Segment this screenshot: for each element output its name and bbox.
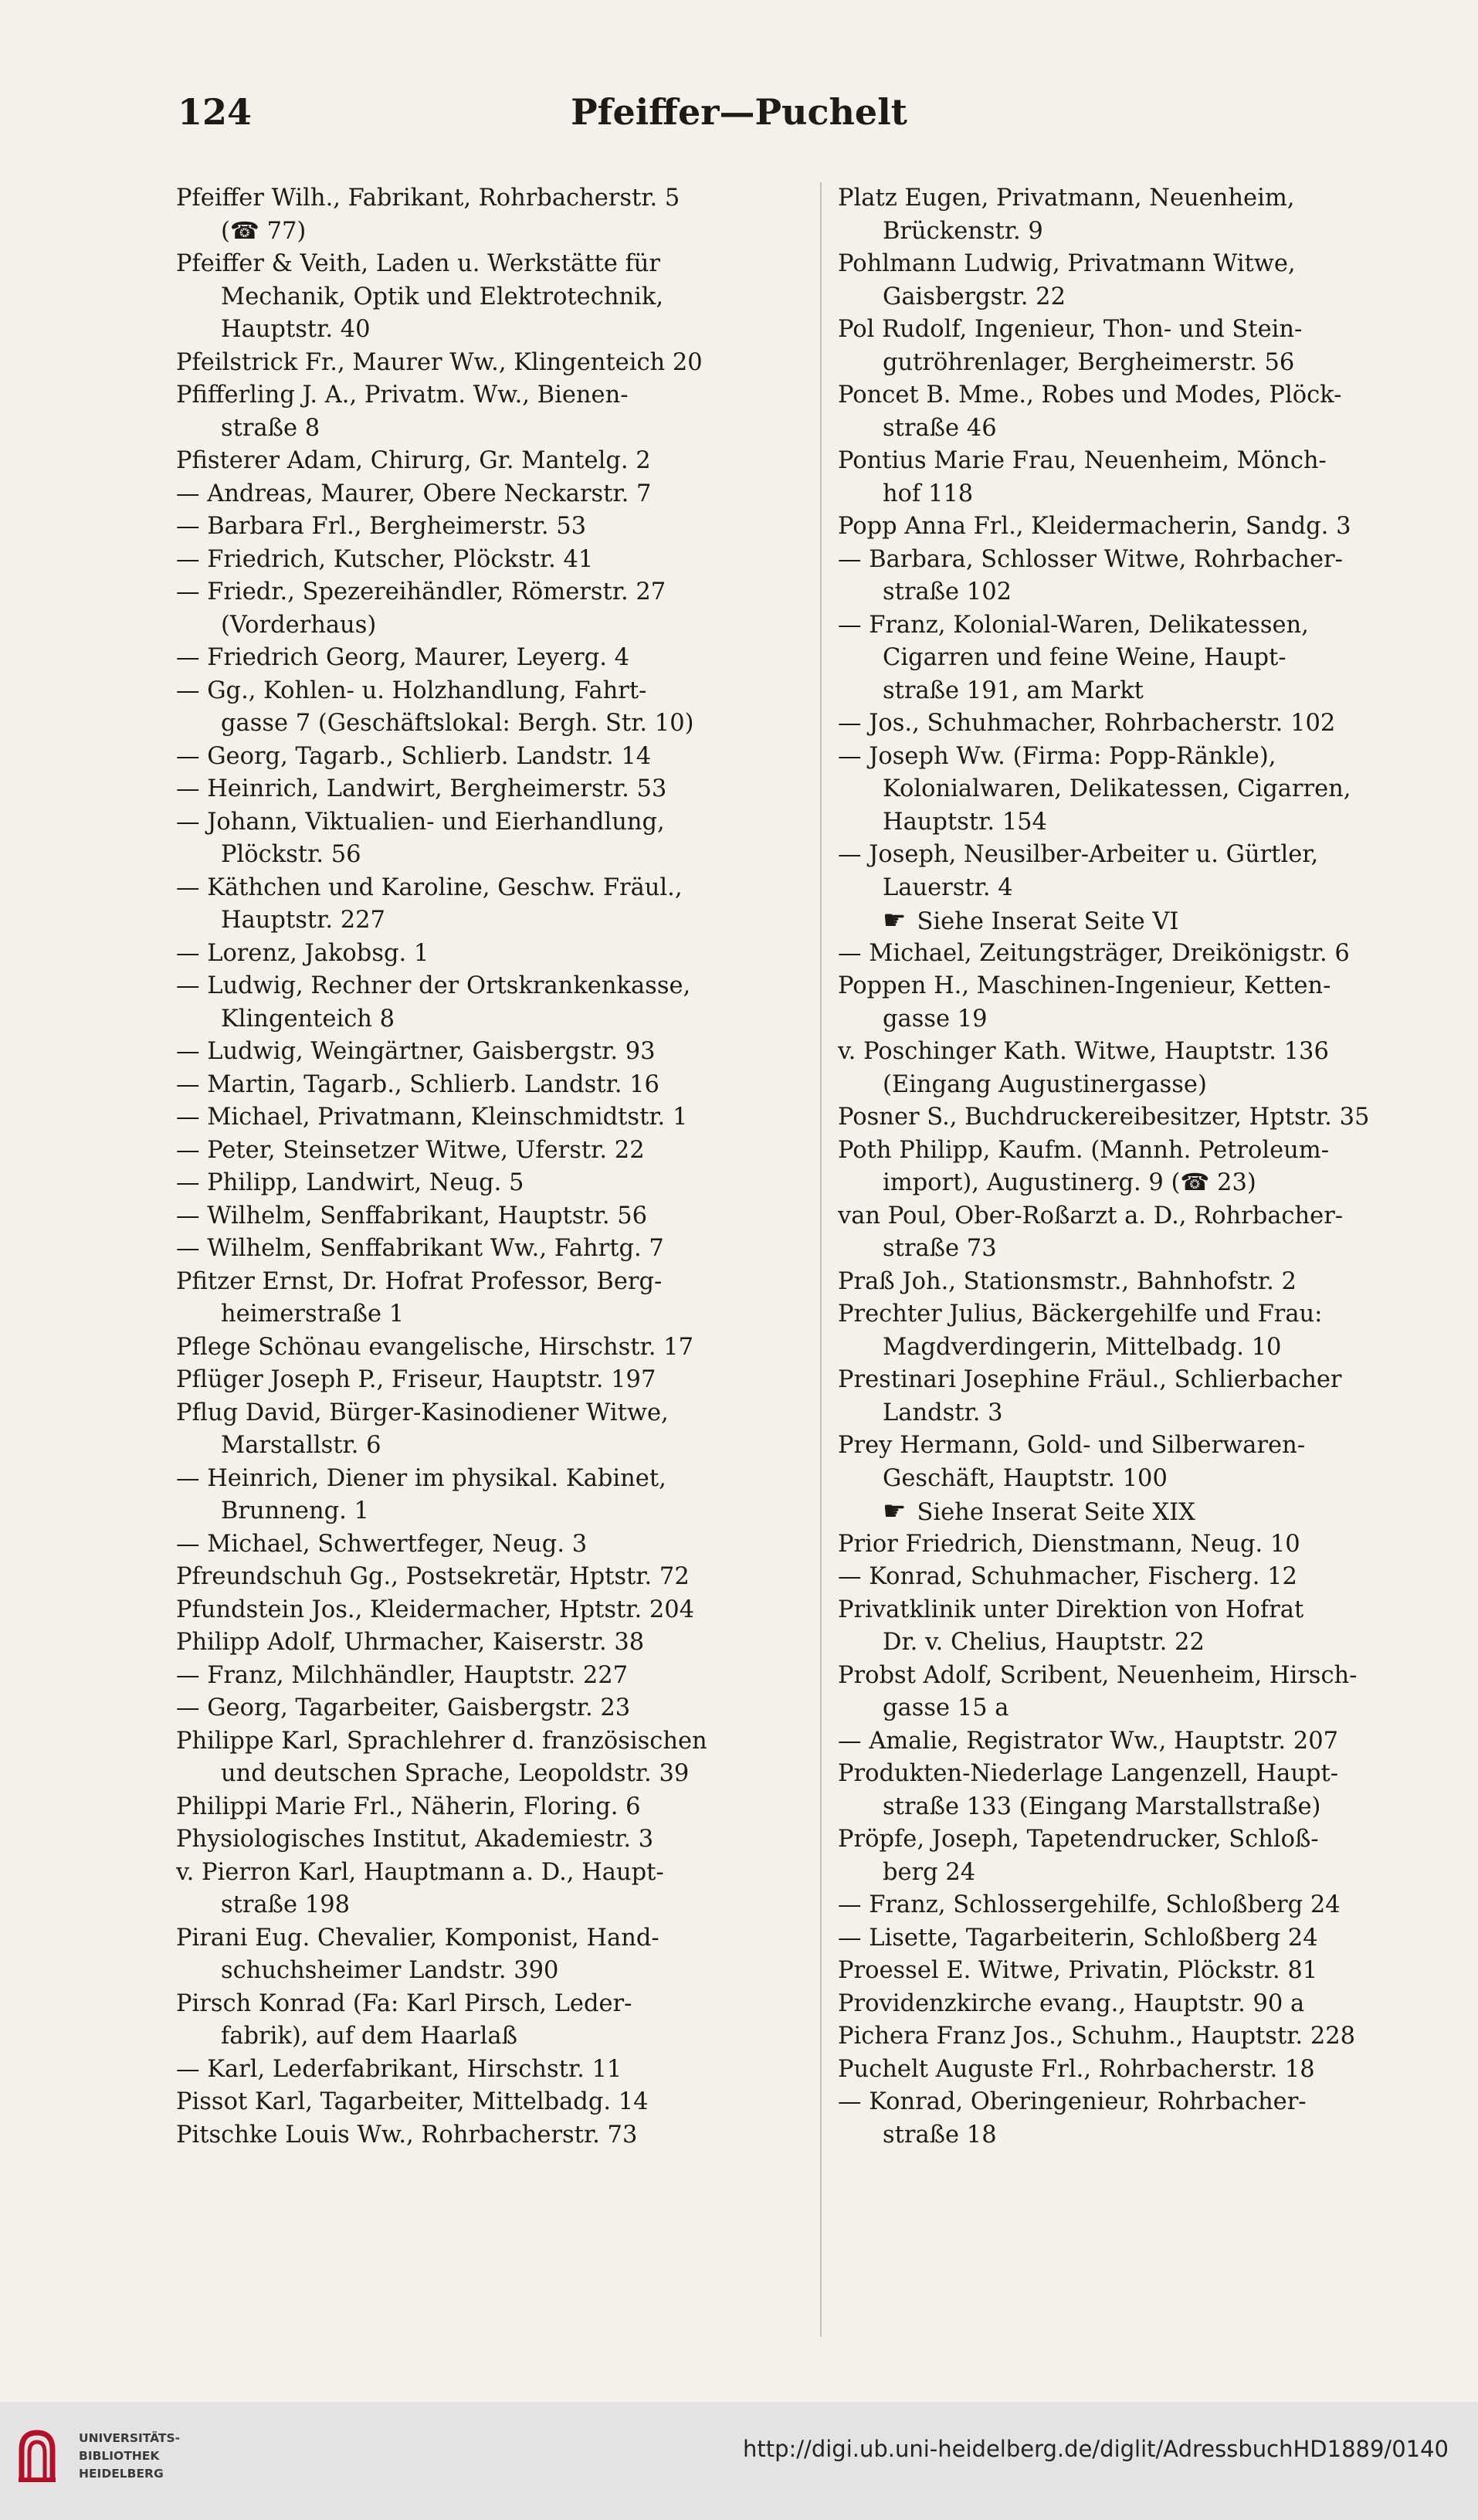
directory-entry-text: — Joseph Ww. (Firma: Popp-Ränkle), [838,742,1276,770]
directory-entry-line [838,806,1440,839]
directory-entry-text: Pfisterer Adam, Chirurg, Gr. Mantelg. 2 [176,447,651,474]
directory-entry-text: — Michael, Zeitungsträger, Dreikönigstr. 6 [838,939,1350,967]
directory-entry-text: Brunneng. 1 [221,1497,369,1525]
column-divider [820,182,822,2337]
directory-entry-line [838,1626,1440,1660]
directory-entry-text: und deutschen Sprache, Leopoldstr. 39 [221,1760,690,1787]
directory-entry-line [838,1036,1440,1069]
directory-entry-text: — Lorenz, Jakobsg. 1 [176,939,429,967]
directory-entry-line [176,182,805,215]
directory-entry-line [176,1266,805,1299]
directory-entry-line [838,1758,1440,1791]
directory-entry-text: — Michael, Privatmann, Kleinschmidtstr. 1 [176,1104,688,1131]
directory-entry-text: Pfifferling J. A., Privatm. Ww., Bienen- [176,382,629,409]
directory-entry-text: Lauerstr. 4 [883,873,1013,901]
directory-entry-text: fabrik), auf dem Haarlaß [221,2023,517,2050]
directory-entry-line [838,1857,1440,1890]
directory-entry-text: Hauptstr. 40 [221,316,371,343]
source-url-link[interactable]: http://digi.ub.uni-heidelberg.de/diglit/AdressbuchHD1889/0140 [742,2436,1449,2462]
directory-entry-text: — Johann, Viktualien- und Eierhandlung, [176,808,665,836]
directory-entry-text: Gaisbergstr. 22 [883,283,1066,310]
directory-entry-text: (Eingang Augustinergasse) [883,1070,1207,1098]
directory-entry-text: — Wilhelm, Senffabrikant, Hauptstr. 56 [176,1202,648,1229]
directory-entry-line [838,1233,1440,1266]
directory-entry-line [838,2119,1440,2152]
directory-entry-text: — Joseph, Neusilber-Arbeiter u. Gürtler, [838,841,1319,868]
directory-entry-line [838,1922,1440,1955]
directory-entry-text: heimerstraße 1 [221,1301,405,1328]
directory-entry-text: Prestinari Josephine Fräul., Schlierbacher [838,1366,1342,1393]
directory-entry-text: Popp Anna Frl., Kleidermacherin, Sandg. 3 [838,513,1351,540]
directory-entry-text: Dr. v. Chelius, Hauptstr. 22 [883,1629,1205,1656]
left-column [176,182,805,2152]
directory-entry-text: (Vorderhaus) [221,611,377,639]
directory-entry-text: straße 46 [883,414,997,442]
directory-entry-text: Mechanik, Optik und Elektrotechnik, [221,283,664,310]
directory-entry-text: — Friedr., Spezereihändler, Römerstr. 27 [176,578,666,605]
directory-entry-line [838,773,1440,806]
directory-entry-text: Philippe Karl, Sprachlehrer d. französischen [176,1727,707,1755]
directory-entry-line [838,1135,1440,1168]
directory-entry-line [176,1791,805,1824]
directory-entry-line [176,1364,805,1397]
directory-entry-line [838,215,1440,249]
directory-entry-line [838,707,1440,741]
directory-entry-line [176,741,805,774]
directory-entry-text: straße 18 [883,2121,997,2149]
directory-entry-line [176,642,805,675]
directory-entry-text: Pfeiffer Wilh., Fabrikant, Rohrbacherstr. 5 [176,185,680,212]
pointing-hand-icon: ☛ [883,1496,907,1527]
library-name-line: BIBLIOTHEK [79,2449,160,2463]
directory-entry-line [176,707,805,741]
directory-entry-text: — Ludwig, Rechner der Ortskrankenkasse, [176,972,691,999]
directory-entry-text: Prechter Julius, Bäckergehilfe und Frau: [838,1301,1323,1328]
directory-entry-text: Pflug David, Bürger-Kasinodiener Witwe, [176,1399,669,1426]
directory-entry-line [838,904,1440,938]
directory-entry-line [176,412,805,446]
page-number: 124 [178,91,253,133]
directory-entry-line [838,1528,1440,1562]
directory-entry-line [838,1463,1440,1496]
directory-entry-text: Providenzkirche evang., Hauptstr. 90 a [838,1989,1305,2017]
directory-entry-line [838,576,1440,609]
directory-entry-line [176,904,805,938]
directory-entry-text: Philippi Marie Frl., Näherin, Floring. 6 [176,1792,641,1820]
directory-entry-line [176,1758,805,1791]
directory-entry-text: — Barbara, Schlosser Witwe, Rohrbacher- [838,545,1343,573]
directory-entry-text: Landstr. 3 [883,1399,1003,1426]
directory-entry-text: — Friedrich, Kutscher, Plöckstr. 41 [176,545,594,573]
directory-entry-text: Marstallstr. 6 [221,1432,381,1459]
directory-entry-line [838,1167,1440,1200]
directory-entry-line [838,412,1440,446]
directory-entry-text: — Friedrich Georg, Maurer, Leyerg. 4 [176,644,630,671]
directory-entry-line [176,1823,805,1857]
directory-entry-text: Pfundstein Jos., Kleidermacher, Hptstr. 204 [176,1596,695,1623]
directory-entry-line [838,1101,1440,1135]
directory-entry-text: Poncet B. Mme., Robes und Modes, Plöck- [838,382,1342,409]
directory-entry-line [176,1200,805,1233]
directory-entry-text: Probst Adolf, Scribent, Neuenheim, Hirsch- [838,1661,1358,1689]
directory-entry-line [838,478,1440,511]
directory-entry-line [176,970,805,1003]
directory-entry-line [176,1003,805,1036]
directory-entry-text: Platz Eugen, Privatmann, Neuenheim, [838,185,1295,212]
right-column [838,182,1440,2152]
directory-entry-line [838,248,1440,281]
directory-entry-line [838,1660,1440,1693]
directory-entry-line [838,1988,1440,2021]
directory-entry-line [176,872,805,905]
directory-entry-line [838,182,1440,215]
directory-entry-line [176,1331,805,1365]
directory-entry-text: Produkten-Niederlage Langenzell, Haupt- [838,1760,1339,1787]
directory-entry-text: Pissot Karl, Tagarbeiter, Mittelbadg. 14 [176,2088,649,2115]
pointing-hand-icon: ☛ [883,905,907,936]
directory-entry-line [838,1331,1440,1365]
directory-entry-line [176,1397,805,1430]
directory-entry-text: Privatklinik unter Direktion von Hofrat [838,1596,1304,1623]
directory-entry-line [838,741,1440,774]
running-head: Pfeiffer—Puchelt [571,91,907,133]
directory-entry-line [176,1463,805,1496]
directory-entry-line [176,839,805,872]
directory-entry-text: Klingenteich 8 [221,1005,395,1033]
directory-entry-text: Plöckstr. 56 [221,841,361,868]
directory-entry-text: hof 118 [883,480,974,507]
directory-entry-line [176,215,805,249]
directory-entry-text: Prey Hermann, Gold- und Silberwaren- [838,1432,1306,1459]
directory-entry-line [838,1561,1440,1594]
directory-entry-line [838,1725,1440,1759]
directory-entry-line [838,1003,1440,1036]
directory-entry-text: — Peter, Steinsetzer Witwe, Uferstr. 22 [176,1136,645,1164]
directory-entry-text: — Andreas, Maurer, Obere Neckarstr. 7 [176,480,652,507]
directory-entry-line [838,510,1440,544]
directory-entry-line [838,1430,1440,1463]
directory-entry-line [176,1101,805,1135]
directory-entry-text: straße 198 [221,1891,351,1918]
directory-entry-line [838,675,1440,708]
directory-entry-line [176,1626,805,1660]
directory-entry-line [838,642,1440,675]
directory-entry-line [176,544,805,577]
directory-entry-line [838,544,1440,577]
directory-entry-text: Cigarren und feine Weine, Haupt- [883,644,1286,671]
directory-entry-line [838,281,1440,314]
directory-entry-line [838,1495,1440,1528]
directory-entry-text: v. Poschinger Kath. Witwe, Hauptstr. 136 [838,1038,1329,1065]
directory-entry-line [176,2054,805,2087]
library-name-line: HEIDELBERG [79,2467,164,2481]
directory-entry-text: Physiologisches Institut, Akademiestr. 3 [176,1826,654,1853]
directory-entry-text: straße 73 [883,1235,997,1262]
directory-entry-line [176,1692,805,1725]
directory-entry-line [176,1561,805,1594]
directory-entry-text: Praß Joh., Stationsmstr., Bahnhofstr. 2 [838,1267,1297,1295]
directory-entry-text: — Barbara Frl., Bergheimerstr. 53 [176,513,587,540]
directory-entry-text: straße 102 [883,578,1012,605]
directory-entry-text: Siehe Inserat Seite XIX [917,1499,1195,1526]
directory-entry-line [176,2020,805,2054]
directory-entry-text: — Käthchen und Karoline, Geschw. Fräul., [176,873,683,901]
directory-entry-line [176,1889,805,1922]
directory-entry-line [176,1233,805,1266]
directory-entry-text: — Franz, Kolonial-Waren, Delikatessen, [838,611,1309,639]
directory-entry-text: — Heinrich, Landwirt, Bergheimerstr. 53 [176,775,667,802]
directory-entry-text: Magdverdingerin, Mittelbadg. 10 [883,1333,1282,1361]
directory-entry-line [176,1660,805,1693]
directory-entry-text: Proessel E. Witwe, Privatin, Plöckstr. 81 [838,1957,1318,1984]
directory-entry-line [838,1594,1440,1627]
directory-entry-text: — Martin, Tagarb., Schlierb. Landstr. 16 [176,1070,659,1098]
directory-entry-line [176,510,805,544]
directory-entry-text: straße 133 (Eingang Marstallstraße) [883,1792,1321,1820]
directory-entry-text: — Georg, Tagarbeiter, Gaisbergstr. 23 [176,1694,631,1721]
directory-entry-text: — Michael, Schwertfeger, Neug. 3 [176,1530,588,1558]
directory-entry-line [176,576,805,609]
directory-entry-text: Poppen H., Maschinen-Ingenieur, Ketten- [838,972,1331,999]
directory-entry-text: Pflege Schönau evangelische, Hirschstr. 17 [176,1333,693,1361]
directory-entry-line [176,675,805,708]
directory-entry-text: berg 24 [883,1858,976,1886]
directory-entry-line [176,248,805,281]
directory-entry-line [176,1135,805,1168]
directory-entry-line [176,2119,805,2152]
directory-entry-text: Siehe Inserat Seite VI [917,908,1179,935]
directory-entry-text: Pichera Franz Jos., Schuhm., Hauptstr. 228 [838,2023,1356,2050]
directory-entry-text: straße 191, am Markt [883,677,1144,704]
directory-entry-line [176,1430,805,1463]
directory-entry-line [838,970,1440,1003]
directory-entry-line [176,806,805,839]
directory-entry-line [176,347,805,380]
directory-entry-line [176,773,805,806]
directory-entry-line [176,1167,805,1200]
directory-entry-line [176,281,805,314]
directory-entry-text: Pontius Marie Frau, Neuenheim, Mönch- [838,447,1327,474]
directory-entry-line [176,1857,805,1890]
directory-entry-text: Pohlmann Ludwig, Privatmann Witwe, [838,250,1296,277]
directory-entry-text: schuchsheimer Landstr. 390 [221,1957,559,1984]
directory-entry-text: Pfeilstrick Fr., Maurer Ww., Klingenteich 20 [176,348,703,376]
directory-entry-line [838,2054,1440,2087]
directory-entry-text: gutröhrenlager, Bergheimerstr. 56 [883,348,1295,376]
directory-entry-text: (☎ 77) [221,217,307,245]
directory-entry-text: Pfitzer Ernst, Dr. Hofrat Professor, Berg- [176,1267,663,1295]
directory-entry-line [176,1955,805,1988]
directory-entry-text: — Franz, Schlossergehilfe, Schloßberg 24 [838,1891,1341,1918]
directory-entry-text: — Philipp, Landwirt, Neug. 5 [176,1169,524,1196]
directory-entry-text: Brückenstr. 9 [883,217,1043,245]
directory-entry-text: — Lisette, Tagarbeiterin, Schloßberg 24 [838,1924,1318,1952]
directory-entry-text: — Ludwig, Weingärtner, Gaisbergstr. 93 [176,1038,656,1065]
directory-entry-text: Hauptstr. 154 [883,808,1047,836]
directory-entry-text: — Heinrich, Diener im physikal. Kabinet, [176,1464,666,1492]
directory-entry-line [838,445,1440,478]
directory-entry-line [176,1298,805,1331]
directory-entry-text: Pflüger Joseph P., Friseur, Hauptstr. 197 [176,1366,656,1393]
library-logo-icon [15,2427,59,2485]
directory-entry-text: Poth Philipp, Kaufm. (Mannh. Petroleum- [838,1136,1330,1164]
directory-entry-text: import), Augustinerg. 9 (☎ 23) [883,1169,1256,1196]
directory-entry-text: — Gg., Kohlen- u. Holzhandlung, Fahrt- [176,677,647,704]
directory-entry-line [838,1823,1440,1857]
directory-entry-line [838,379,1440,412]
directory-entry-text: Geschäft, Hauptstr. 100 [883,1464,1168,1492]
directory-entry-text: gasse 15 a [883,1694,1009,1721]
directory-entry-line [838,1692,1440,1725]
directory-entry-text: — Franz, Milchhändler, Hauptstr. 227 [176,1661,629,1689]
directory-entry-line [838,1955,1440,1988]
directory-entry-line [838,872,1440,905]
directory-entry-line [838,938,1440,971]
directory-entry-text: v. Pierron Karl, Hauptmann a. D., Haupt- [176,1858,664,1886]
directory-entry-text: straße 8 [221,414,320,442]
directory-entry-line [176,1594,805,1627]
directory-entry-text: Hauptstr. 227 [221,907,385,934]
directory-entry-text: — Georg, Tagarb., Schlierb. Landstr. 14 [176,742,652,770]
directory-entry-line [838,1791,1440,1824]
directory-entry-text: gasse 19 [883,1005,988,1033]
directory-entry-line [176,2086,805,2119]
directory-entry-line [176,379,805,412]
directory-entry-line [838,839,1440,872]
directory-entry-text: Pirani Eug. Chevalier, Komponist, Hand- [176,1924,659,1952]
directory-entry-text: Pfreundschuh Gg., Postsekretär, Hptstr. 72 [176,1563,690,1590]
directory-entry-line [176,1495,805,1528]
directory-entry-text: gasse 7 (Geschäftslokal: Bergh. Str. 10) [221,710,694,737]
directory-entry-text: — Konrad, Oberingenieur, Rohrbacher- [838,2088,1307,2115]
directory-entry-text: — Amalie, Registrator Ww., Hauptstr. 207 [838,1727,1339,1755]
directory-entry-line [838,1069,1440,1102]
directory-entry-line [176,609,805,643]
directory-entry-text: Puchelt Auguste Frl., Rohrbacherstr. 18 [838,2055,1315,2083]
directory-entry-line [838,1397,1440,1430]
directory-entry-line [838,1889,1440,1922]
directory-entry-line [176,1725,805,1759]
directory-entry-line [838,2020,1440,2054]
directory-entry-line [838,609,1440,643]
directory-entry-line [176,1036,805,1069]
directory-entry-line [838,1298,1440,1331]
directory-entry-line [176,1988,805,2021]
directory-entry-line [176,445,805,478]
directory-entry-text: Philipp Adolf, Uhrmacher, Kaiserstr. 38 [176,1629,645,1656]
directory-entry-text: Pol Rudolf, Ingenieur, Thon- und Stein- [838,316,1303,343]
directory-entry-line [838,1266,1440,1299]
directory-entry-text: Pitschke Louis Ww., Rohrbacherstr. 73 [176,2121,638,2149]
library-name-line: UNIVERSITÄTS- [79,2431,181,2445]
directory-entry-line [176,314,805,347]
directory-entry-line [176,478,805,511]
directory-entry-line [838,1364,1440,1397]
directory-entry-line [838,347,1440,380]
directory-entry-text: Pfeiffer & Veith, Laden u. Werkstätte für [176,250,660,277]
directory-entry-line [176,1069,805,1102]
directory-entry-text: van Poul, Ober-Roßarzt a. D., Rohrbacher- [838,1202,1344,1229]
directory-entry-text: Prior Friedrich, Dienstmann, Neug. 10 [838,1530,1300,1558]
footer-bar [0,2402,1478,2520]
library-name [79,2430,180,2483]
directory-entry-line [176,1922,805,1955]
directory-entry-line [176,938,805,971]
directory-entry-text: Kolonialwaren, Delikatessen, Cigarren, [883,775,1351,802]
directory-entry-text: — Konrad, Schuhmacher, Fischerg. 12 [838,1563,1297,1590]
directory-entry-line [838,1200,1440,1233]
directory-entry-text: Pirsch Konrad (Fa: Karl Pirsch, Leder- [176,1989,632,2017]
directory-entry-line [838,2086,1440,2119]
directory-entry-line [838,314,1440,347]
directory-entry-text: — Wilhelm, Senffabrikant Ww., Fahrtg. 7 [176,1235,664,1262]
directory-entry-text: Posner S., Buchdruckereibesitzer, Hptstr. 35 [838,1104,1370,1131]
directory-entry-text: — Jos., Schuhmacher, Rohrbacherstr. 102 [838,710,1336,737]
directory-entry-text: — Karl, Lederfabrikant, Hirschstr. 11 [176,2055,622,2083]
directory-entry-text: Pröpfe, Joseph, Tapetendrucker, Schloß- [838,1826,1319,1853]
directory-entry-line [176,1528,805,1562]
